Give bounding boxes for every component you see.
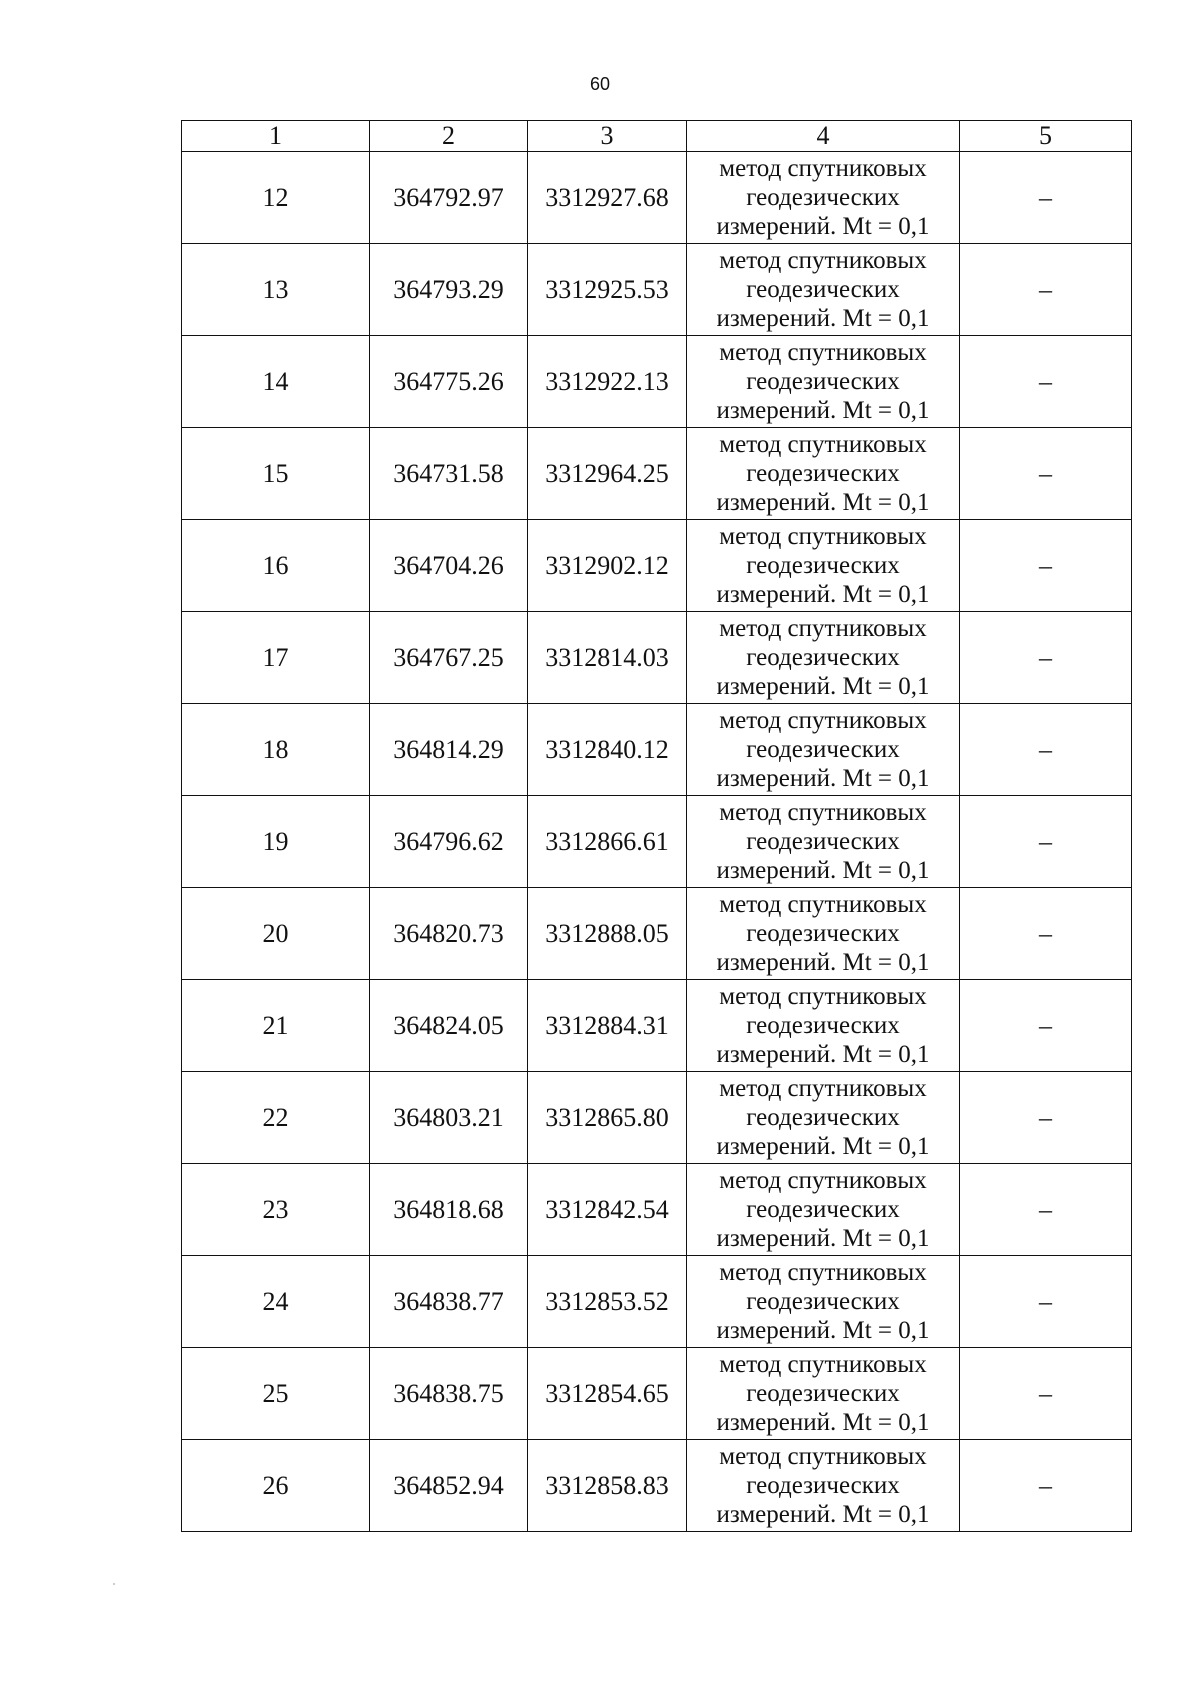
x-coordinate-cell: 364818.68 — [370, 1164, 528, 1256]
method-line: метод спутниковых — [719, 707, 927, 734]
method-cell — [687, 336, 960, 428]
y-coordinate-cell: 3312884.31 — [528, 980, 687, 1072]
method-line: геодезических — [746, 460, 900, 487]
column-header-4: 4 — [687, 121, 960, 152]
table-row — [182, 1164, 1132, 1256]
table-row — [182, 244, 1132, 336]
y-coordinate-cell: 3312853.52 — [528, 1256, 687, 1348]
point-number-cell: 19 — [182, 796, 370, 888]
table-row — [182, 1256, 1132, 1348]
note-cell: – — [960, 980, 1132, 1072]
column-header-3: 3 — [528, 121, 687, 152]
method-line: измерений. Mt = 0,1 — [716, 305, 930, 332]
note-cell: – — [960, 428, 1132, 520]
note-cell: – — [960, 152, 1132, 244]
scan-speck — [113, 1583, 115, 1585]
method-line: метод спутниковых — [719, 615, 927, 642]
point-number-cell: 25 — [182, 1348, 370, 1440]
x-coordinate-cell: 364792.97 — [370, 152, 528, 244]
table-row — [182, 520, 1132, 612]
x-coordinate-cell: 364803.21 — [370, 1072, 528, 1164]
method-line: метод спутниковых — [719, 1351, 927, 1378]
method-line: измерений. Mt = 0,1 — [716, 1133, 930, 1160]
note-cell: – — [960, 796, 1132, 888]
method-line: геодезических — [746, 1380, 900, 1407]
method-line: метод спутниковых — [719, 1167, 927, 1194]
table-body — [182, 152, 1132, 1532]
method-line: геодезических — [746, 552, 900, 579]
x-coordinate-cell: 364824.05 — [370, 980, 528, 1072]
y-coordinate-cell: 3312854.65 — [528, 1348, 687, 1440]
method-cell — [687, 428, 960, 520]
table-row — [182, 888, 1132, 980]
y-coordinate-cell: 3312927.68 — [528, 152, 687, 244]
y-coordinate-cell: 3312865.80 — [528, 1072, 687, 1164]
point-number-cell: 22 — [182, 1072, 370, 1164]
method-cell — [687, 980, 960, 1072]
method-line: метод спутниковых — [719, 983, 927, 1010]
y-coordinate-cell: 3312964.25 — [528, 428, 687, 520]
method-line: метод спутниковых — [719, 1443, 927, 1470]
note-cell: – — [960, 1440, 1132, 1532]
method-line: геодезических — [746, 368, 900, 395]
y-coordinate-cell: 3312814.03 — [528, 612, 687, 704]
method-line: измерений. Mt = 0,1 — [716, 1501, 930, 1528]
point-number-cell: 12 — [182, 152, 370, 244]
y-coordinate-cell: 3312866.61 — [528, 796, 687, 888]
table-row — [182, 1348, 1132, 1440]
x-coordinate-cell: 364814.29 — [370, 704, 528, 796]
note-cell: – — [960, 1164, 1132, 1256]
column-header-5: 5 — [960, 121, 1132, 152]
method-line: геодезических — [746, 1104, 900, 1131]
method-cell — [687, 888, 960, 980]
method-cell — [687, 520, 960, 612]
method-line: измерений. Mt = 0,1 — [716, 1225, 930, 1252]
method-line: геодезических — [746, 644, 900, 671]
point-number-cell: 26 — [182, 1440, 370, 1532]
method-line: измерений. Mt = 0,1 — [716, 489, 930, 516]
method-line: измерений. Mt = 0,1 — [716, 213, 930, 240]
table-row — [182, 428, 1132, 520]
x-coordinate-cell: 364767.25 — [370, 612, 528, 704]
method-line: измерений. Mt = 0,1 — [716, 397, 930, 424]
x-coordinate-cell: 364796.62 — [370, 796, 528, 888]
table-row — [182, 612, 1132, 704]
note-cell: – — [960, 336, 1132, 428]
note-cell: – — [960, 612, 1132, 704]
method-line: метод спутниковых — [719, 1075, 927, 1102]
table-row — [182, 796, 1132, 888]
point-number-cell: 15 — [182, 428, 370, 520]
method-line: геодезических — [746, 184, 900, 211]
method-line: метод спутниковых — [719, 523, 927, 550]
method-cell — [687, 1348, 960, 1440]
y-coordinate-cell: 3312922.13 — [528, 336, 687, 428]
x-coordinate-cell: 364838.77 — [370, 1256, 528, 1348]
x-coordinate-cell: 364852.94 — [370, 1440, 528, 1532]
method-cell — [687, 1164, 960, 1256]
method-cell — [687, 244, 960, 336]
method-line: метод спутниковых — [719, 339, 927, 366]
header-row — [182, 121, 1132, 152]
note-cell: – — [960, 1256, 1132, 1348]
table-row — [182, 1440, 1132, 1532]
method-line: геодезических — [746, 1012, 900, 1039]
x-coordinate-cell: 364775.26 — [370, 336, 528, 428]
y-coordinate-cell: 3312888.05 — [528, 888, 687, 980]
table-row — [182, 1072, 1132, 1164]
method-line: геодезических — [746, 736, 900, 763]
method-line: измерений. Mt = 0,1 — [716, 1317, 930, 1344]
note-cell: – — [960, 1072, 1132, 1164]
page-number: 60 — [589, 74, 611, 94]
point-number-cell: 20 — [182, 888, 370, 980]
note-cell: – — [960, 244, 1132, 336]
point-number-cell: 13 — [182, 244, 370, 336]
note-cell: – — [960, 1348, 1132, 1440]
method-line: геодезических — [746, 1472, 900, 1499]
x-coordinate-cell: 364838.75 — [370, 1348, 528, 1440]
method-cell — [687, 1072, 960, 1164]
method-line: метод спутниковых — [719, 155, 927, 182]
table-row — [182, 704, 1132, 796]
x-coordinate-cell: 364793.29 — [370, 244, 528, 336]
table-row — [182, 152, 1132, 244]
method-line: измерений. Mt = 0,1 — [716, 765, 930, 792]
y-coordinate-cell: 3312902.12 — [528, 520, 687, 612]
point-number-cell: 18 — [182, 704, 370, 796]
table-header — [182, 121, 1132, 152]
table-row — [182, 980, 1132, 1072]
method-line: геодезических — [746, 920, 900, 947]
table-row — [182, 336, 1132, 428]
method-line: измерений. Mt = 0,1 — [716, 1409, 930, 1436]
point-number-cell: 23 — [182, 1164, 370, 1256]
coordinates-table — [181, 120, 1132, 1532]
method-cell — [687, 612, 960, 704]
note-cell: – — [960, 520, 1132, 612]
x-coordinate-cell: 364820.73 — [370, 888, 528, 980]
method-cell — [687, 704, 960, 796]
column-header-2: 2 — [370, 121, 528, 152]
method-line: метод спутниковых — [719, 431, 927, 458]
method-line: метод спутниковых — [719, 891, 927, 918]
point-number-cell: 14 — [182, 336, 370, 428]
x-coordinate-cell: 364731.58 — [370, 428, 528, 520]
point-number-cell: 21 — [182, 980, 370, 1072]
method-cell — [687, 1256, 960, 1348]
y-coordinate-cell: 3312925.53 — [528, 244, 687, 336]
point-number-cell: 16 — [182, 520, 370, 612]
method-line: геодезических — [746, 1288, 900, 1315]
point-number-cell: 17 — [182, 612, 370, 704]
column-header-1: 1 — [182, 121, 370, 152]
coordinates-table-container — [181, 120, 1131, 1532]
note-cell: – — [960, 888, 1132, 980]
method-cell — [687, 152, 960, 244]
method-line: геодезических — [746, 828, 900, 855]
method-cell — [687, 796, 960, 888]
method-line: метод спутниковых — [719, 1259, 927, 1286]
method-line: геодезических — [746, 1196, 900, 1223]
method-line: геодезических — [746, 276, 900, 303]
method-line: измерений. Mt = 0,1 — [716, 1041, 930, 1068]
method-line: метод спутниковых — [719, 247, 927, 274]
point-number-cell: 24 — [182, 1256, 370, 1348]
method-line: измерений. Mt = 0,1 — [716, 949, 930, 976]
y-coordinate-cell: 3312840.12 — [528, 704, 687, 796]
method-line: метод спутниковых — [719, 799, 927, 826]
method-line: измерений. Mt = 0,1 — [716, 581, 930, 608]
method-line: измерений. Mt = 0,1 — [716, 857, 930, 884]
y-coordinate-cell: 3312858.83 — [528, 1440, 687, 1532]
note-cell: – — [960, 704, 1132, 796]
method-line: измерений. Mt = 0,1 — [716, 673, 930, 700]
method-cell — [687, 1440, 960, 1532]
x-coordinate-cell: 364704.26 — [370, 520, 528, 612]
y-coordinate-cell: 3312842.54 — [528, 1164, 687, 1256]
